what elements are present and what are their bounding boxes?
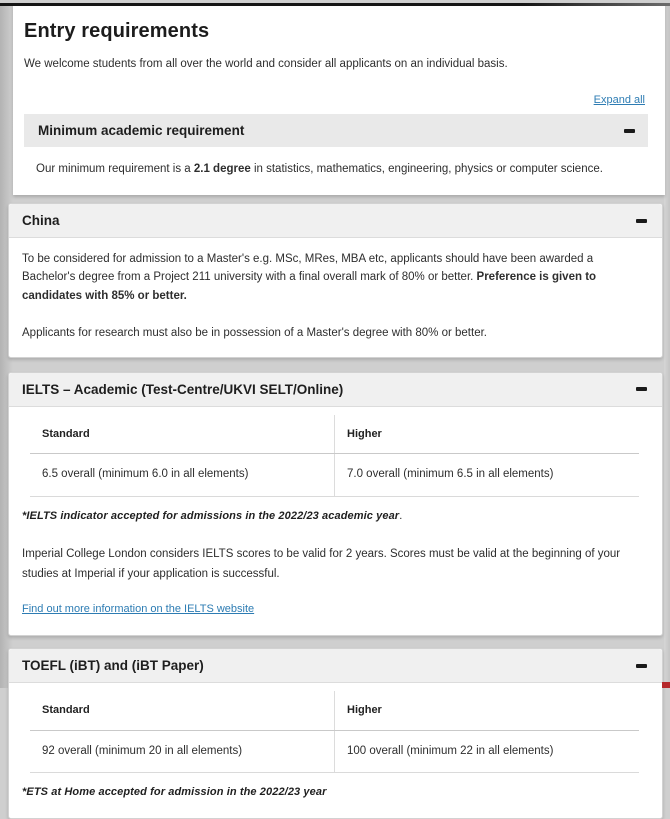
expand-all-row <box>24 90 645 108</box>
accordion-header-min-academic[interactable] <box>24 114 648 147</box>
intro-text: We welcome students from all over the world and consider all applicants on an individual basis. <box>24 58 508 70</box>
expand-all-link[interactable]: Expand all <box>593 94 645 107</box>
ielts-validity-text: Imperial College London considers IELTS scores to be valid for 2 years. Scores must be valid at the beginning of your studies at Imperial if your application is successful. <box>22 548 621 581</box>
ielts-website-link[interactable]: Find out more information on the IELTS website <box>22 603 255 616</box>
toefl-score-table <box>30 691 639 773</box>
accordion-ielts <box>8 372 663 636</box>
min-academic-text: Our minimum requirement is a 2.1 degree in statistics, mathematics, engineering, physics or computer science. <box>36 163 603 176</box>
collapse-minus-icon[interactable] <box>624 129 635 133</box>
toefl-higher-score: 100 overall (minimum 22 in all elements) <box>335 730 640 772</box>
table-row <box>30 730 639 772</box>
ielts-score-table <box>30 415 639 497</box>
accordion-body-toefl <box>9 683 662 818</box>
ielts-indicator-note: *IELTS indicator accepted for admissions in the 2022/23 academic year. <box>22 509 403 522</box>
page-title: Entry requirements <box>24 20 210 42</box>
china-paragraph-1: To be considered for admission to a Master's e.g. MSc, MRes, MBA etc, applicants should have been awarded a Bachelor's degree from a Project 211 university with a final overall mark of 80% or better. Preference is given to candidates with 85% or better. <box>22 253 597 302</box>
accordion-header-toefl[interactable] <box>9 649 662 683</box>
table-header-row <box>30 415 639 454</box>
accordion-title: China <box>22 213 60 229</box>
column-header-higher: Higher <box>335 691 640 730</box>
collapse-minus-icon[interactable] <box>636 387 647 391</box>
ielts-higher-score: 7.0 overall (minimum 6.5 in all elements) <box>335 454 640 496</box>
ets-note: *ETS at Home accepted for admission in the 2022/23 year <box>22 786 327 799</box>
screenshot-artifact <box>662 682 670 688</box>
table-header-row <box>30 691 639 730</box>
screenshot-edge-top <box>0 3 670 6</box>
accordion-body-ielts <box>9 407 662 635</box>
accordion-title: Minimum academic requirement <box>38 123 245 139</box>
collapse-minus-icon[interactable] <box>636 219 647 223</box>
accordion-china <box>8 203 663 358</box>
column-header-standard: Standard <box>30 691 335 730</box>
toefl-standard-score: 92 overall (minimum 20 in all elements) <box>30 730 335 772</box>
accordion-title: IELTS – Academic (Test-Centre/UKVI SELT/Online) <box>22 381 344 397</box>
accordion-toefl <box>8 648 663 819</box>
accordion-header-china[interactable] <box>9 204 662 238</box>
accordion-min-academic <box>24 114 648 180</box>
ielts-link-row <box>22 600 647 619</box>
column-header-standard: Standard <box>30 415 335 454</box>
accordion-body-china <box>9 238 662 357</box>
table-row <box>30 454 639 496</box>
accordion-header-ielts[interactable] <box>9 373 662 407</box>
column-header-higher: Higher <box>335 415 640 454</box>
accordion-title: TOEFL (iBT) and (iBT Paper) <box>22 658 204 674</box>
accordion-body-min-academic <box>24 147 648 180</box>
china-paragraph-2: Applicants for research must also be in possession of a Master's degree with 80% or better. <box>22 327 487 340</box>
entry-requirements-panel <box>13 3 665 195</box>
page <box>0 3 670 819</box>
collapse-minus-icon[interactable] <box>636 664 647 668</box>
ielts-standard-score: 6.5 overall (minimum 6.0 in all elements) <box>30 454 335 496</box>
